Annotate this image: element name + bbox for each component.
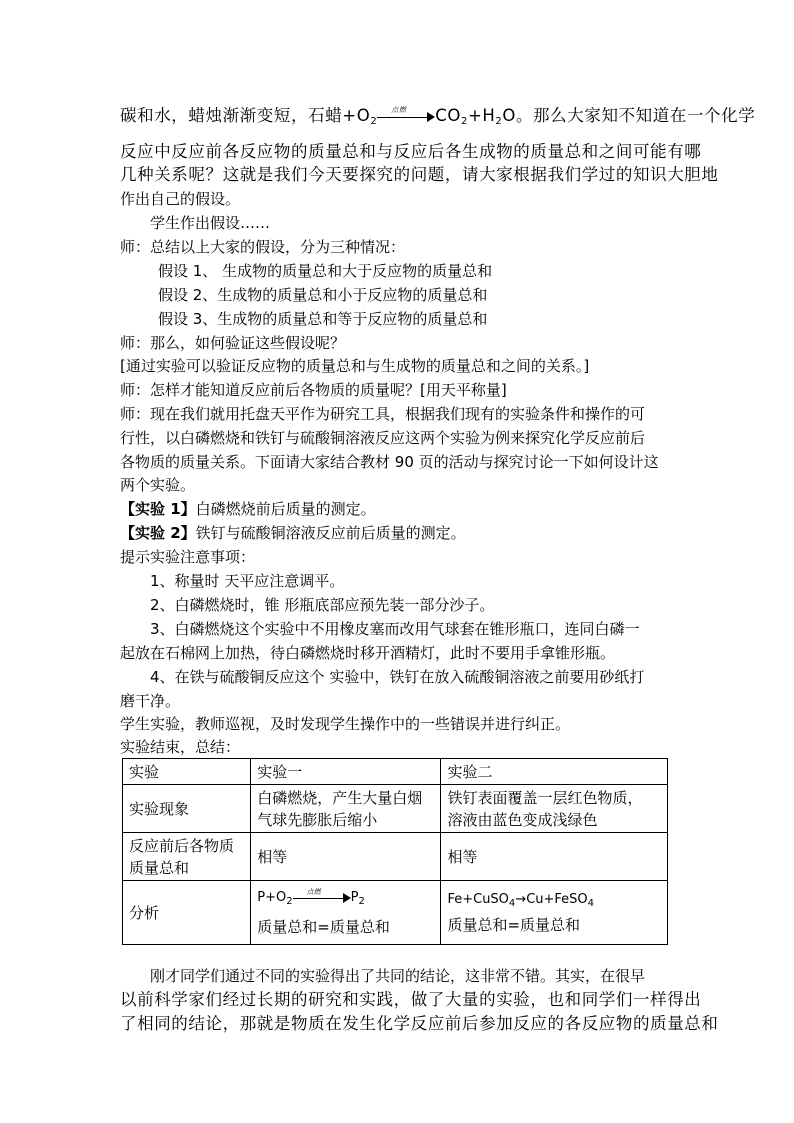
eq-part: Fe+CuSO	[447, 892, 509, 907]
table-cell	[441, 785, 668, 833]
table-cell: 实验现象	[123, 785, 251, 833]
arrow-icon: →	[515, 892, 527, 907]
paragraph-line-13: 师：现在我们就用托盘天平作为研究工具，根据我们现有的实验条件和操作的可	[120, 405, 646, 423]
subscript: 2	[370, 116, 378, 127]
eq-part: P	[350, 890, 359, 905]
text-h2: +H	[467, 106, 496, 125]
hypothesis-1: 假设 1、 生成物的质量总和大于反应物的质量总和	[158, 262, 493, 280]
experiment-1-line	[120, 499, 376, 519]
table-row	[123, 881, 668, 945]
paragraph-line-28: 刚才同学们通过不同的实验得出了共同的结论，这非常不错。其实，在很早	[150, 967, 646, 985]
subscript: 2	[495, 116, 503, 127]
paragraph-line-3: 几种关系呢？这就是我们今天要探究的问题，请大家根据我们学过的知识大胆地	[120, 165, 719, 184]
reaction-arrow	[377, 105, 435, 124]
paragraph-line-29: 以前科学家们经过长期的研究和实践，做了大量的实验，也和同学们一样得出	[120, 990, 702, 1009]
note-2: 2、白磷燃烧时，锥 形瓶底部应预先装一部分沙子。	[150, 596, 495, 614]
experiment-2-text: 铁钉与硫酸铜溶液反应前后质量的测定。	[195, 524, 466, 542]
note-4: 4、在铁与硫酸铜反应这个 实验中，铁钉在放入硫酸铜溶液之前要用砂纸打	[150, 668, 645, 686]
mass-note: 质量总和=质量总和	[447, 916, 581, 934]
hypothesis-2: 假设 2、生成物的质量总和小于反应物的质量总和	[158, 286, 488, 304]
experiment-1-tag: 【实验 1】	[120, 500, 196, 518]
table-row	[123, 785, 668, 833]
equation-fe	[447, 889, 661, 912]
paragraph-line-26: 学生实验，教师巡视，及时发现学生操作中的一些错误并进行纠正。	[120, 715, 571, 733]
cell-line: 反应前后各物质	[129, 836, 235, 855]
paragraph-line-27: 实验结束，总结：	[120, 738, 241, 756]
paragraph-line-14: 行性，以白磷燃烧和铁钉与硫酸铜溶液反应这两个实验为例来探究化学反应前后	[120, 429, 646, 447]
paragraph-line-5: 学生作出假设……	[150, 214, 271, 232]
subscript: 2	[461, 116, 468, 127]
table-cell: 相等	[251, 833, 441, 881]
text-rest: O。那么大家知不知道在一个化学	[502, 106, 756, 125]
paragraph-line-12: 师：怎样才能知道反应前后各物质的质量呢？[用天平称量]	[120, 381, 507, 399]
subscript: 2	[286, 896, 293, 907]
table-row	[123, 833, 668, 881]
paragraph-line-2: 反应中反应前各反应物的质量总和与反应后各生成物的质量总和之间可能有哪	[120, 142, 702, 161]
eq-part: P+O	[257, 890, 287, 905]
cell-line: 溶液由蓝色变成浅绿色	[447, 810, 598, 829]
table-cell	[123, 833, 251, 881]
paragraph-line-4: 作出自己的假设。	[120, 190, 241, 208]
experiment-2-line	[120, 523, 466, 543]
reaction-condition: 点燃	[306, 887, 321, 896]
paragraph-line-15: 各物质的质量关系。下面请大家结合教材 90 页的活动与探究讨论一下如何设计这	[120, 453, 659, 471]
cell-line: 铁钉表面覆盖一层红色物质，	[447, 788, 643, 807]
note-3-cont: 起放在石棉网上加热，待白磷燃烧时移开酒精灯，此时不要用手拿锥形瓶。	[120, 644, 616, 662]
note-1: 1、称量时 天平应注意调平。	[150, 572, 345, 590]
cell-line: 白磷燃烧，产生大量白烟	[257, 788, 423, 807]
paragraph-line-11: [通过实验可以验证反应物的质量总和与生成物的质量总和之间的关系。]	[120, 357, 590, 375]
table-cell: 分析	[123, 881, 251, 945]
table-header: 实验一	[251, 759, 441, 785]
experiment-2-tag: 【实验 2】	[120, 524, 196, 542]
reaction-condition: 点燃	[391, 105, 407, 114]
note-3: 3、白磷燃烧这个实验中不用橡皮塞而改用气球套在锥形瓶口，连同白磷一	[150, 620, 640, 638]
cell-line: 气球先膨胀后缩小	[257, 810, 378, 829]
table-row	[123, 759, 668, 785]
results-table	[122, 758, 668, 945]
paragraph-line-30: 了相同的结论，那就是物质在发生化学反应前后参加反应的各反应物的质量总和	[120, 1014, 719, 1033]
mass-note: 质量总和=质量总和	[257, 918, 390, 936]
reaction-arrow	[293, 887, 351, 905]
table-cell: 相等	[441, 833, 668, 881]
table-cell	[441, 881, 668, 945]
table-cell	[251, 785, 441, 833]
paragraph-line-1	[120, 106, 755, 129]
table-header: 实验二	[441, 759, 668, 785]
subscript: 4	[587, 898, 595, 909]
text-co2: CO	[435, 106, 461, 125]
paragraph-line-16: 两个实验。	[120, 476, 196, 494]
subscript: 4	[508, 898, 516, 909]
paragraph-line-6: 师：总结以上大家的假设，分为三种情况：	[120, 238, 406, 256]
hypothesis-3: 假设 3、生成物的质量总和等于反应物的质量总和	[158, 310, 488, 328]
table-header: 实验	[123, 759, 251, 785]
paragraph-line-10: 师：那么，如何验证这些假设呢？	[120, 334, 346, 352]
subscript: 2	[358, 896, 365, 907]
equation-p	[257, 887, 434, 910]
table-cell	[251, 881, 441, 945]
experiment-1-text: 白磷燃烧前后质量的测定。	[195, 500, 376, 518]
eq-part: Cu+FeSO	[526, 892, 588, 907]
cell-line: 质量总和	[129, 858, 190, 877]
note-4-cont: 磨干净。	[120, 692, 181, 710]
text-candle: 碳和水，蜡烛渐渐变短，石蜡+O	[120, 106, 371, 125]
notes-heading: 提示实验注意事项：	[120, 548, 256, 566]
